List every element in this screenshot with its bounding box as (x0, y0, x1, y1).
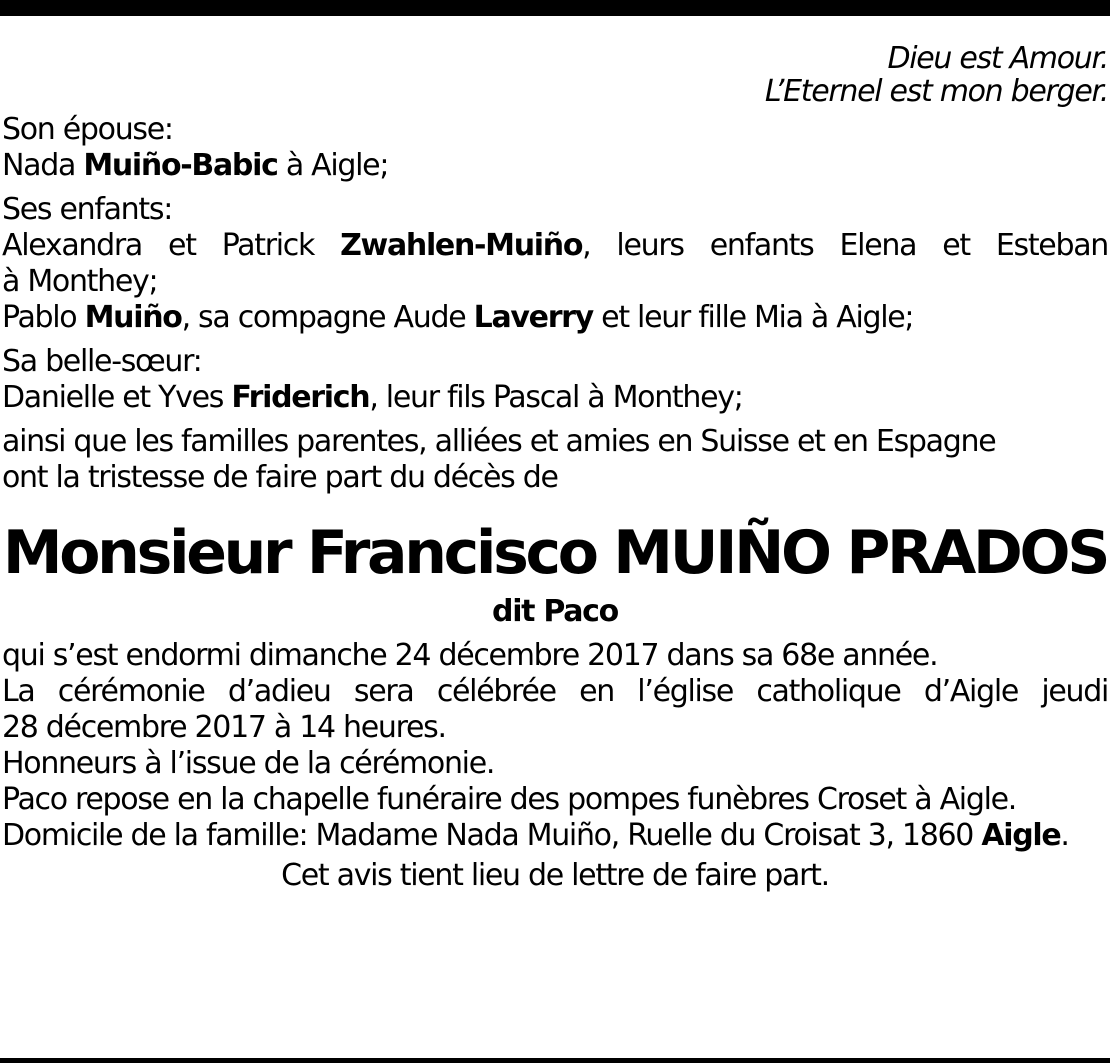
sister-in-law-surname: Friderich (231, 380, 370, 415)
sister-in-law-heading: Sa belle-sœur: (2, 344, 202, 379)
details-line-1: qui s’est endormi dimanche 24 décembre 2017 dans sa 68e année. (2, 638, 938, 673)
family-address-period: . (1060, 818, 1069, 853)
motto-line-1: Dieu est Amour. (887, 41, 1108, 76)
children-block (2, 192, 1108, 336)
deceased-name: Monsieur Francisco MUIÑO PRADOS (2, 518, 1108, 588)
sister-in-law-block (2, 344, 1108, 416)
deceased-nickname: dit Paco (492, 594, 618, 629)
top-rule (0, 0, 1110, 16)
child-1-first-names: Alexandra et Patrick (2, 228, 341, 263)
closing-note: Cet avis tient lieu de lettre de faire part. (281, 858, 829, 893)
family-address (2, 818, 1108, 854)
details-line-2: La cérémonie d’adieu sera célébrée en l’église catholique d’Aigle jeudi (2, 674, 1108, 709)
child-1-line (2, 228, 1108, 264)
details-line-4: Honneurs à l’issue de la cérémonie. (2, 746, 495, 781)
child-2-family: et leur fille Mia à Aigle; (592, 300, 914, 335)
details-line-3: 28 décembre 2017 à 14 heures. (2, 710, 446, 745)
sister-in-law-line (2, 380, 1108, 416)
spouse-surname: Muiño-Babic (83, 148, 278, 183)
announcement-line-2: ont la tristesse de faire part du décès de (2, 460, 558, 495)
bottom-rule (0, 1058, 1110, 1063)
family-address-text: Domicile de la famille: Madame Nada Muiño, Ruelle du Croisat 3, 1860 (2, 818, 982, 853)
child-2-surname: Muiño (84, 300, 182, 335)
spouse-location: à Aigle; (277, 148, 389, 183)
details-line-5: Paco repose en la chapelle funéraire des pompes funèbres Croset à Aigle. (2, 782, 1016, 817)
spouse-block (2, 112, 1108, 184)
ceremony-details (2, 638, 1108, 854)
sister-in-law-family: , leur fils Pascal à Monthey; (369, 380, 743, 415)
child-1-family: , leurs enfants Elena et Esteban (582, 228, 1108, 263)
spouse-first-name: Nada (2, 148, 76, 183)
motto (2, 42, 1108, 108)
child-2-first-name: Pablo (2, 300, 85, 335)
child-2-line (2, 300, 1108, 336)
motto-line-2: L’Eternel est mon berger. (764, 74, 1108, 109)
announcement-block (2, 424, 1108, 496)
sister-in-law-first-names: Danielle et Yves (2, 380, 232, 415)
child-2-partner-label: , sa compagne Aude (181, 300, 474, 335)
child-1-location: à Monthey; (2, 264, 158, 299)
family-address-city: Aigle (981, 818, 1061, 853)
spouse-heading: Son épouse: (2, 112, 173, 147)
child-1-surname: Zwahlen-Muiño (340, 228, 583, 263)
child-2-partner-surname: Laverry (473, 300, 593, 335)
announcement-line-1: ainsi que les familles parentes, alliées et amies en Suisse et en Espagne (2, 424, 996, 459)
spouse-line (2, 148, 1108, 184)
obituary-notice (2, 42, 1108, 894)
children-heading: Ses enfants: (2, 192, 172, 227)
